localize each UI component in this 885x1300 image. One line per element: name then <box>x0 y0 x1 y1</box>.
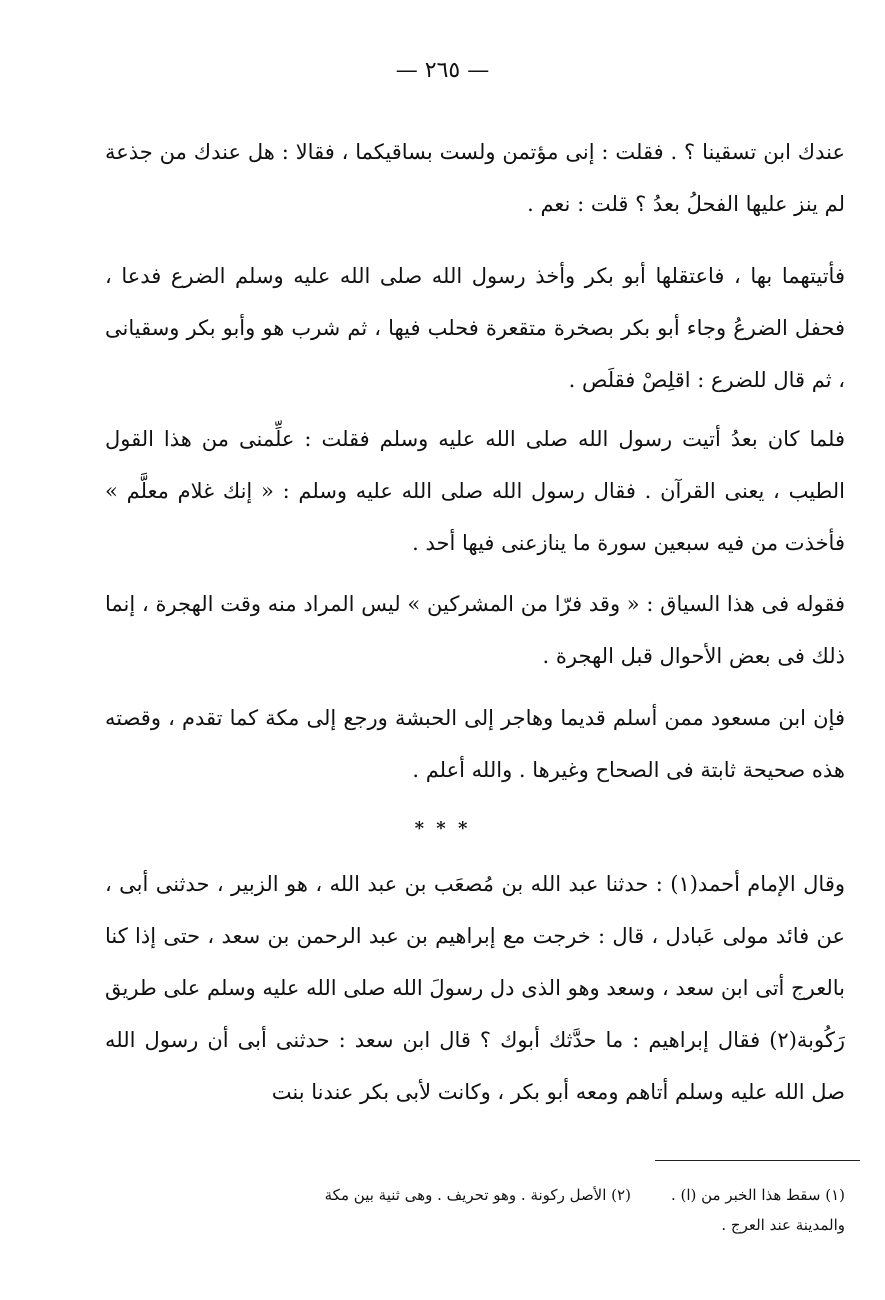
paragraph-6 <box>105 858 845 1118</box>
paragraph-text: فلما كان بعدُ أتيت رسول الله صلى الله عليه وسلم فقلت : علِّمنى من هذا القول الطيب ، يعنى القرآن . فقال رسول الله صلى الله عليه وسلم : « إنك غلام معلَّم » فأخذت من فيه سبعين سورة ما ينازعنى فيها أحد . <box>105 427 845 555</box>
paragraph-text: وقال الإمام أحمد(١) : حدثنا عبد الله بن مُصعَب بن عبد الله ، هو الزبير ، حدثنى أبى ، عن فائد مولى عَبادل ، قال : خرجت مع إبراهيم بن عبد الرحمن بن سعد ، حتى إذا كنا بالعرج أتى ابن سعد ، وسعد وهو الذى دل رسولَ الله صلى الله عليه وسلم على طريق رَكُوبة(٢) فقال إبراهيم : ما حدَّثك أبوك ؟ قال ابن سعد : حدثنى أبى أن رسول الله صل الله عليه وسلم أتاهم ومعه أبو بكر ، وكانت لأبى بكر عندنا بنت <box>105 872 845 1104</box>
paragraph-text: عندك ابن تسقينا ؟ . فقلت : إنى مؤتمن ولست بساقيكما ، فقالا : هل عندك من جذعة لم ينز عليها الفحلُ بعدُ ؟ قلت : نعم . <box>105 140 845 216</box>
footnote-2: (٢) الأصل ركونة . وهو تحريف . وهى ثنية بين مكة <box>324 1186 631 1204</box>
paragraph-text: فإن ابن مسعود ممن أسلم قديما وهاجر إلى الحبشة ورجع إلى مكة كما تقدم ، وقصته هذه صحيحة ثابتة فى الصحاح وغيرها . والله أعلم . <box>105 706 845 782</box>
page-number: — ٢٦٥ — <box>395 58 490 83</box>
paragraph-4 <box>105 578 845 682</box>
paragraph-3 <box>105 413 845 569</box>
section-separator: * * * <box>414 818 471 839</box>
footnote-line <box>110 1210 845 1240</box>
footnote-1: (١) سقط هذا الخبر من (ا) . <box>670 1186 845 1204</box>
paragraph-2 <box>105 250 845 406</box>
footnote-line <box>110 1180 845 1210</box>
paragraph-text: فقوله فى هذا السياق : « وقد فرّا من المشركين » ليس المراد منه وقت الهجرة ، إنما ذلك فى بعض الأحوال قبل الهجرة . <box>105 592 845 668</box>
paragraph-text: فأتيتهما بها ، فاعتقلها أبو بكر وأخذ رسول الله صلى الله عليه وسلم الضرع فدعا ، فحفل الضرعُ وجاء أبو بكر بصخرة متقعرة فحلب فيها ، ثم شرب هو وأبو بكر وسقيانى ، ثم قال للضرع : اقلِصْ فقلَص . <box>105 264 845 392</box>
paragraph-1 <box>105 126 845 230</box>
paragraph-5 <box>105 692 845 796</box>
footnote-2-continued: والمدينة عند العرج . <box>721 1216 845 1234</box>
footnotes <box>110 1180 845 1240</box>
footnote-divider <box>655 1160 860 1161</box>
